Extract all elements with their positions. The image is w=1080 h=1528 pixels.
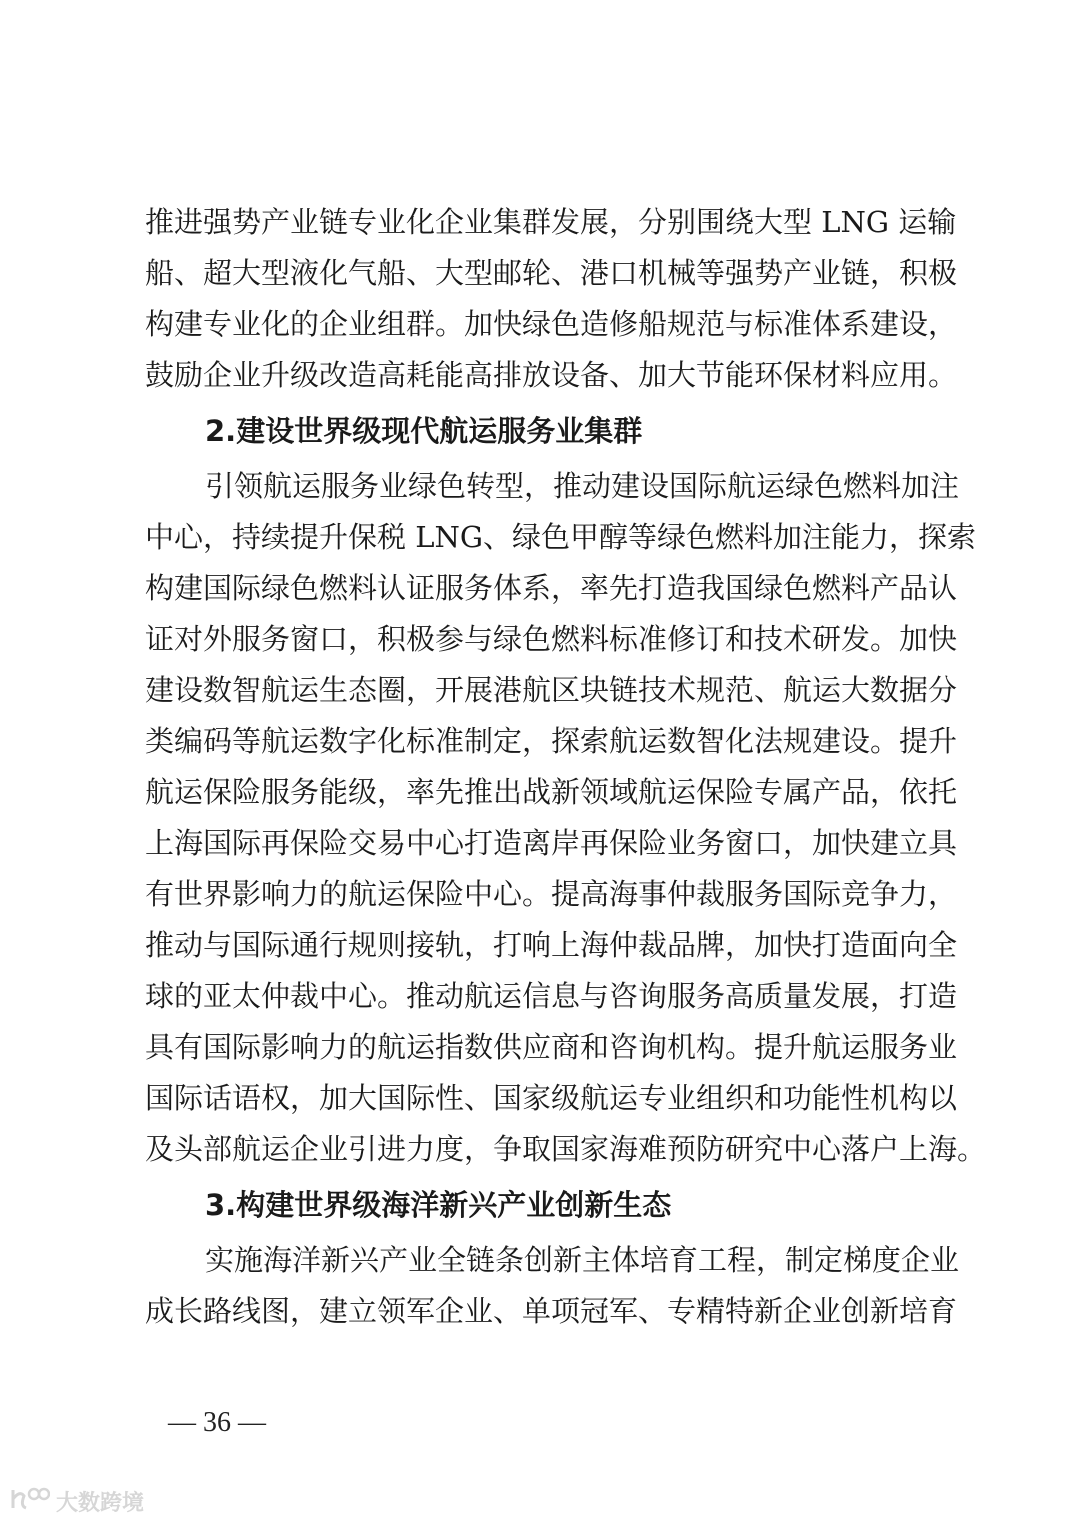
body-line: 船、超大型液化气船、大型邮轮、港口机械等强势产业链，积极 (145, 256, 958, 290)
body-line: 具有国际影响力的航运指数供应商和咨询机构。提升航运服务业 (145, 1030, 958, 1064)
body-line: 国际话语权，加大国际性、国家级航运专业组织和功能性机构以 (145, 1081, 958, 1115)
body-line: 类编码等航运数字化标准制定，探索航运数智化法规建设。提升 (145, 724, 958, 758)
watermark (10, 1486, 144, 1521)
body-line: 构建国际绿色燃料认证服务体系，率先打造我国绿色燃料产品认 (145, 571, 958, 605)
body-line: 上海国际再保险交易中心打造离岸再保险业务窗口，加快建立具 (145, 826, 958, 860)
section-heading-3: 3.构建世界级海洋新兴产业创新生态 (205, 1188, 672, 1222)
body-line: 及头部航运企业引进力度，争取国家海难预防研究中心落户上海。 (145, 1132, 987, 1166)
body-line: 鼓励企业升级改造高耗能高排放设备、加大节能环保材料应用。 (145, 358, 958, 392)
section-heading-2: 2.建设世界级现代航运服务业集群 (205, 414, 643, 448)
body-line: 中心，持续提升保税 LNG、绿色甲醇等绿色燃料加注能力，探索 (145, 520, 977, 554)
body-line: 构建专业化的企业组群。加快绿色造修船规范与标准体系建设， (145, 307, 958, 341)
body-line: 航运保险服务能级，率先推出战新领域航运保险专属产品，依托 (145, 775, 958, 809)
body-line: 引领航运服务业绿色转型，推动建设国际航运绿色燃料加注 (205, 469, 960, 503)
body-line: 有世界影响力的航运保险中心。提高海事仲裁服务国际竞争力， (145, 877, 958, 911)
watermark-logo-icon (10, 1486, 50, 1521)
watermark-text: 大数跨境 (56, 1490, 145, 1516)
body-line: 建设数智航运生态圈，开展港航区块链技术规范、航运大数据分 (145, 673, 958, 707)
body-line: 成长路线图，建立领军企业、单项冠军、专精特新企业创新培育 (145, 1294, 958, 1328)
page-number: — 36 — (168, 1407, 266, 1438)
body-line: 球的亚太仲裁中心。推动航运信息与咨询服务高质量发展，打造 (145, 979, 958, 1013)
body-line: 推进强势产业链专业化企业集群发展，分别围绕大型 LNG 运输 (145, 205, 957, 239)
body-line: 实施海洋新兴产业全链条创新主体培育工程，制定梯度企业 (205, 1243, 960, 1277)
body-line: 证对外服务窗口，积极参与绿色燃料标准修订和技术研发。加快 (145, 622, 958, 656)
body-line: 推动与国际通行规则接轨，打响上海仲裁品牌，加快打造面向全 (145, 928, 958, 962)
